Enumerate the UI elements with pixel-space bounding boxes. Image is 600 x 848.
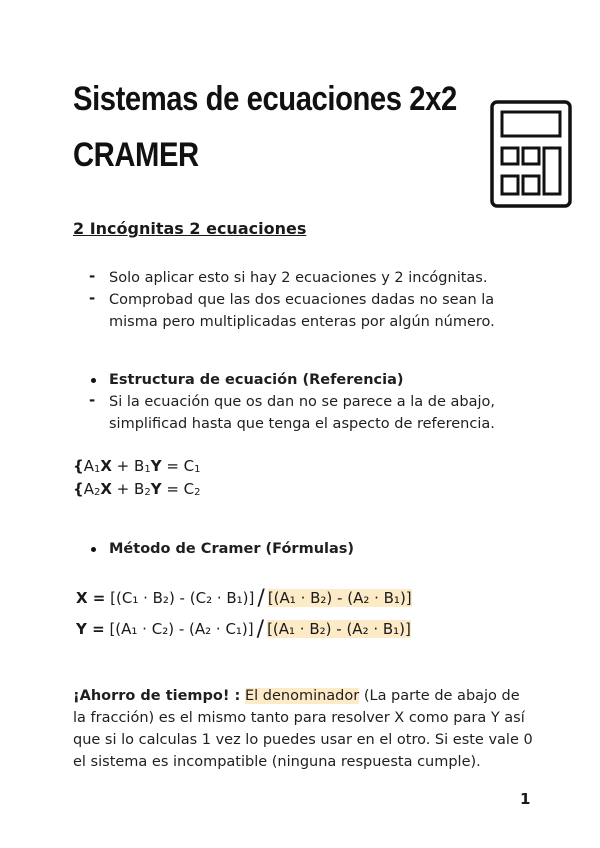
bullet-dot	[91, 378, 96, 383]
formula-y: Y = [(A₁ · C₂) - (A₂ · C₁)] / [(A₁ · B₂) - (A₂ · B₁)]	[76, 617, 411, 642]
rule-line: Solo aplicar esto si hay 2 ecuaciones y 2 incógnitas.	[109, 270, 488, 286]
cramer-heading: Método de Cramer (Fórmulas)	[109, 541, 355, 557]
page-number: 1	[520, 790, 531, 808]
structure-line: simplificad hasta que tenga el aspecto de referencia.	[109, 416, 495, 432]
tip-highlight: El denominador	[244, 688, 360, 704]
section-heading: 2 Incógnitas 2 ecuaciones	[73, 219, 307, 238]
bullet-dot	[91, 547, 96, 552]
structure-line: Si la ecuación que os dan no se parece a la de abajo,	[109, 394, 495, 410]
rule-line: Comprobad que las dos ecuaciones dadas no sean la	[109, 292, 495, 308]
tip-line: el sistema es incompatible (ninguna respuesta cumple).	[73, 754, 481, 770]
denominator-highlight: [(A₁ · B₂) - (A₂ · B₁)]	[267, 620, 411, 638]
formula-x: X = [(C₁ · B₂) - (C₂ · B₁)] / [(A₁ · B₂) - (A₂ · B₁)]	[76, 586, 412, 611]
tip-line: que si lo calculas 1 vez lo puedes usar en el otro. Si este vale 0	[73, 732, 533, 748]
tip-line: ¡Ahorro de tiempo! : El denominador (La parte de abajo de	[73, 688, 520, 704]
reference-equation-2: {$A_2X + B_2Y = C_2$	[73, 480, 201, 498]
reference-equation-1: {$A_1X + B_1Y = C_1$	[73, 457, 201, 475]
dash-bullet: -	[89, 391, 96, 409]
dash-bullet: -	[89, 289, 96, 307]
dash-bullet: -	[89, 267, 96, 285]
rule-line: misma pero multiplicadas enteras por algún número.	[109, 314, 495, 330]
page-title: Sistemas de ecuaciones 2x2	[73, 80, 457, 118]
calculator-icon	[490, 100, 572, 208]
denominator-highlight: [(A₁ · B₂) - (A₂ · B₁)]	[267, 589, 412, 607]
structure-heading: Estructura de ecuación (Referencia)	[109, 372, 404, 388]
tip-line: la fracción) es el mismo tanto para resolver X como para Y así	[73, 710, 525, 726]
page-subtitle: CRAMER	[73, 136, 199, 174]
